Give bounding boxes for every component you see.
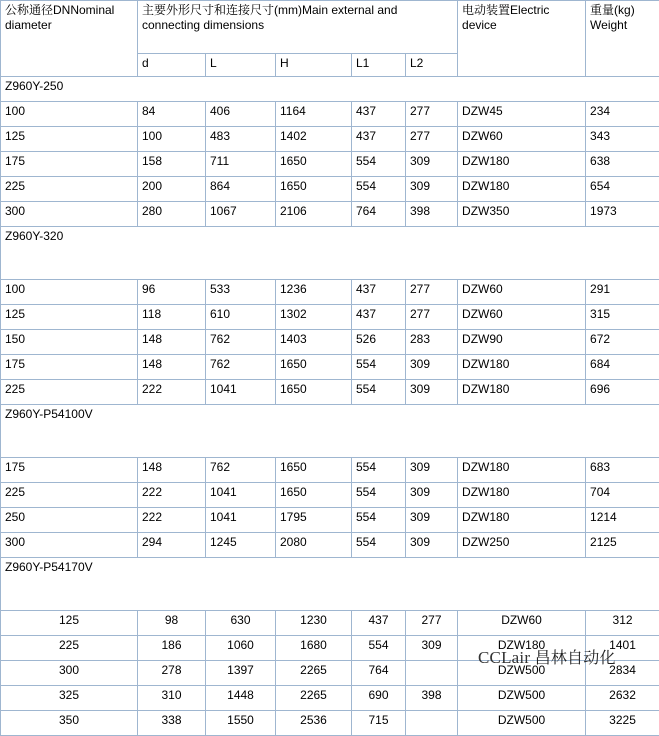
header-sub-H: H: [276, 54, 352, 77]
header-sub-d: d: [138, 54, 206, 77]
cell-H: 1650: [276, 177, 352, 202]
table-row: [1, 202, 659, 227]
cell-d: 158: [138, 152, 206, 177]
cell-d: 338: [138, 711, 206, 736]
table-row: [1, 380, 659, 405]
cell-electric-device: DZW500: [458, 661, 586, 686]
cell-L1: 554: [352, 533, 406, 558]
cell-L2: 398: [406, 686, 458, 711]
header-electric-device: 电动装置Electric device: [458, 1, 586, 77]
cell-electric-device: DZW180: [458, 636, 586, 661]
table-row: [1, 330, 659, 355]
cell-L: 1397: [206, 661, 276, 686]
cell-electric-device: DZW90: [458, 330, 586, 355]
cell-weight: 291: [586, 280, 659, 305]
cell-weight: 1401: [586, 636, 659, 661]
cell-L2: 309: [406, 355, 458, 380]
cell-L2: 309: [406, 380, 458, 405]
cell-electric-device: DZW60: [458, 611, 586, 636]
cell-nominal-diameter: 300: [1, 661, 138, 686]
cell-L1: 715: [352, 711, 406, 736]
table-row: [1, 127, 659, 152]
watermark-cn: 昌林自动化: [535, 648, 616, 667]
table-row: [1, 280, 659, 305]
cell-L: 762: [206, 330, 276, 355]
watermark: [478, 645, 616, 668]
cell-nominal-diameter: 100: [1, 102, 138, 127]
cell-weight: 1973: [586, 202, 659, 227]
header-weight: 重量(kg) Weight: [586, 1, 659, 77]
cell-electric-device: DZW60: [458, 305, 586, 330]
cell-nominal-diameter: 325: [1, 686, 138, 711]
cell-L1: 437: [352, 102, 406, 127]
cell-d: 148: [138, 458, 206, 483]
cell-d: 98: [138, 611, 206, 636]
cell-weight: 684: [586, 355, 659, 380]
header-nominal-diameter: 公称通径DNNominal diameter: [1, 1, 138, 77]
table-body: [1, 1, 659, 736]
cell-L1: 437: [352, 280, 406, 305]
table-row: [1, 611, 659, 636]
group-header-row: [1, 77, 659, 102]
cell-L: 1067: [206, 202, 276, 227]
cell-H: 1402: [276, 127, 352, 152]
cell-electric-device: DZW500: [458, 686, 586, 711]
cell-L: 533: [206, 280, 276, 305]
cell-L: 762: [206, 458, 276, 483]
cell-L: 630: [206, 611, 276, 636]
cell-weight: 315: [586, 305, 659, 330]
cell-electric-device: DZW180: [458, 483, 586, 508]
header-sub-L: L: [206, 54, 276, 77]
cell-electric-device: DZW250: [458, 533, 586, 558]
cell-electric-device: DZW180: [458, 355, 586, 380]
table-row: [1, 533, 659, 558]
cell-L1: 554: [352, 355, 406, 380]
cell-d: 118: [138, 305, 206, 330]
cell-weight: 1214: [586, 508, 659, 533]
cell-nominal-diameter: 350: [1, 711, 138, 736]
table-row: [1, 686, 659, 711]
cell-L2: 283: [406, 330, 458, 355]
cell-L: 711: [206, 152, 276, 177]
cell-L: 762: [206, 355, 276, 380]
cell-nominal-diameter: 125: [1, 127, 138, 152]
cell-d: 100: [138, 127, 206, 152]
cell-L2: [406, 661, 458, 686]
cell-nominal-diameter: 250: [1, 508, 138, 533]
cell-L2: 309: [406, 508, 458, 533]
cell-weight: 234: [586, 102, 659, 127]
cell-H: 1302: [276, 305, 352, 330]
cell-L2: 309: [406, 483, 458, 508]
cell-L1: 554: [352, 380, 406, 405]
cell-L: 864: [206, 177, 276, 202]
cell-nominal-diameter: 175: [1, 458, 138, 483]
cell-electric-device: DZW180: [458, 380, 586, 405]
cell-L1: 526: [352, 330, 406, 355]
cell-L1: 554: [352, 152, 406, 177]
cell-electric-device: DZW350: [458, 202, 586, 227]
cell-electric-device: DZW180: [458, 177, 586, 202]
cell-electric-device: DZW45: [458, 102, 586, 127]
cell-L2: 309: [406, 177, 458, 202]
group-label: Z960Y-P54100V: [1, 405, 659, 458]
cell-L2: 309: [406, 458, 458, 483]
cell-nominal-diameter: 225: [1, 177, 138, 202]
cell-d: 310: [138, 686, 206, 711]
header-row-main: [1, 1, 659, 54]
cell-L: 406: [206, 102, 276, 127]
cell-L1: 554: [352, 636, 406, 661]
cell-L1: 554: [352, 508, 406, 533]
cell-weight: 3225: [586, 711, 659, 736]
table-row: [1, 711, 659, 736]
cell-weight: 343: [586, 127, 659, 152]
cell-nominal-diameter: 225: [1, 483, 138, 508]
cell-L1: 554: [352, 458, 406, 483]
cell-L: 1041: [206, 483, 276, 508]
cell-d: 294: [138, 533, 206, 558]
header-sub-L1: L1: [352, 54, 406, 77]
cell-H: 2080: [276, 533, 352, 558]
cell-weight: 2834: [586, 661, 659, 686]
cell-nominal-diameter: 175: [1, 152, 138, 177]
table-row: [1, 152, 659, 177]
cell-L2: 309: [406, 636, 458, 661]
table-row: [1, 458, 659, 483]
cell-H: 2536: [276, 711, 352, 736]
cell-weight: 2125: [586, 533, 659, 558]
cell-weight: 312: [586, 611, 659, 636]
cell-L2: 277: [406, 102, 458, 127]
cell-weight: 654: [586, 177, 659, 202]
table-row: [1, 355, 659, 380]
watermark-en: CCLair: [478, 648, 535, 667]
table-row: [1, 177, 659, 202]
cell-H: 2265: [276, 686, 352, 711]
cell-L: 1448: [206, 686, 276, 711]
cell-L2: 398: [406, 202, 458, 227]
table-row: [1, 305, 659, 330]
cell-weight: 704: [586, 483, 659, 508]
cell-nominal-diameter: 150: [1, 330, 138, 355]
group-header-row: [1, 227, 659, 280]
group-label: Z960Y-P54170V: [1, 558, 659, 611]
cell-H: 1650: [276, 355, 352, 380]
cell-nominal-diameter: 175: [1, 355, 138, 380]
cell-L1: 437: [352, 611, 406, 636]
cell-L2: 277: [406, 305, 458, 330]
cell-nominal-diameter: 225: [1, 380, 138, 405]
cell-nominal-diameter: 125: [1, 305, 138, 330]
cell-H: 1230: [276, 611, 352, 636]
cell-nominal-diameter: 300: [1, 533, 138, 558]
cell-d: 148: [138, 330, 206, 355]
cell-d: 278: [138, 661, 206, 686]
table-row: [1, 102, 659, 127]
cell-weight: 2632: [586, 686, 659, 711]
cell-L1: 764: [352, 661, 406, 686]
cell-electric-device: DZW180: [458, 152, 586, 177]
cell-d: 222: [138, 508, 206, 533]
table-row: [1, 483, 659, 508]
cell-L: 483: [206, 127, 276, 152]
cell-L: 610: [206, 305, 276, 330]
cell-nominal-diameter: 100: [1, 280, 138, 305]
cell-L1: 437: [352, 127, 406, 152]
cell-electric-device: DZW500: [458, 711, 586, 736]
cell-d: 222: [138, 380, 206, 405]
cell-H: 1650: [276, 380, 352, 405]
cell-d: 84: [138, 102, 206, 127]
cell-L2: 277: [406, 611, 458, 636]
cell-electric-device: DZW180: [458, 508, 586, 533]
cell-L2: 277: [406, 280, 458, 305]
cell-weight: 683: [586, 458, 659, 483]
cell-d: 148: [138, 355, 206, 380]
cell-d: 96: [138, 280, 206, 305]
cell-weight: 638: [586, 152, 659, 177]
cell-d: 186: [138, 636, 206, 661]
header-sub-L2: L2: [406, 54, 458, 77]
group-label: Z960Y-250: [1, 77, 659, 102]
cell-L: 1041: [206, 508, 276, 533]
cell-L: 1041: [206, 380, 276, 405]
cell-L2: 309: [406, 533, 458, 558]
cell-electric-device: DZW60: [458, 127, 586, 152]
cell-H: 1680: [276, 636, 352, 661]
cell-L2: [406, 711, 458, 736]
cell-d: 222: [138, 483, 206, 508]
cell-H: 2265: [276, 661, 352, 686]
group-header-row: [1, 405, 659, 458]
cell-electric-device: DZW60: [458, 280, 586, 305]
cell-L1: 437: [352, 305, 406, 330]
cell-H: 1164: [276, 102, 352, 127]
cell-d: 200: [138, 177, 206, 202]
cell-nominal-diameter: 225: [1, 636, 138, 661]
cell-H: 2106: [276, 202, 352, 227]
cell-d: 280: [138, 202, 206, 227]
cell-H: 1650: [276, 458, 352, 483]
cell-L2: 309: [406, 152, 458, 177]
cell-L: 1245: [206, 533, 276, 558]
cell-L1: 690: [352, 686, 406, 711]
cell-H: 1650: [276, 483, 352, 508]
cell-weight: 696: [586, 380, 659, 405]
cell-L1: 554: [352, 483, 406, 508]
cell-electric-device: DZW180: [458, 458, 586, 483]
cell-H: 1403: [276, 330, 352, 355]
header-main-dimensions: 主要外形尺寸和连接尺寸(mm)Main external and connecting dimensions: [138, 1, 458, 54]
cell-nominal-diameter: 300: [1, 202, 138, 227]
cell-L: 1060: [206, 636, 276, 661]
group-label: Z960Y-320: [1, 227, 659, 280]
cell-weight: 672: [586, 330, 659, 355]
cell-nominal-diameter: 125: [1, 611, 138, 636]
cell-L1: 764: [352, 202, 406, 227]
cell-H: 1236: [276, 280, 352, 305]
cell-L2: 277: [406, 127, 458, 152]
cell-H: 1795: [276, 508, 352, 533]
cell-L: 1550: [206, 711, 276, 736]
cell-L1: 554: [352, 177, 406, 202]
table-row: [1, 508, 659, 533]
group-header-row: [1, 558, 659, 611]
cell-H: 1650: [276, 152, 352, 177]
